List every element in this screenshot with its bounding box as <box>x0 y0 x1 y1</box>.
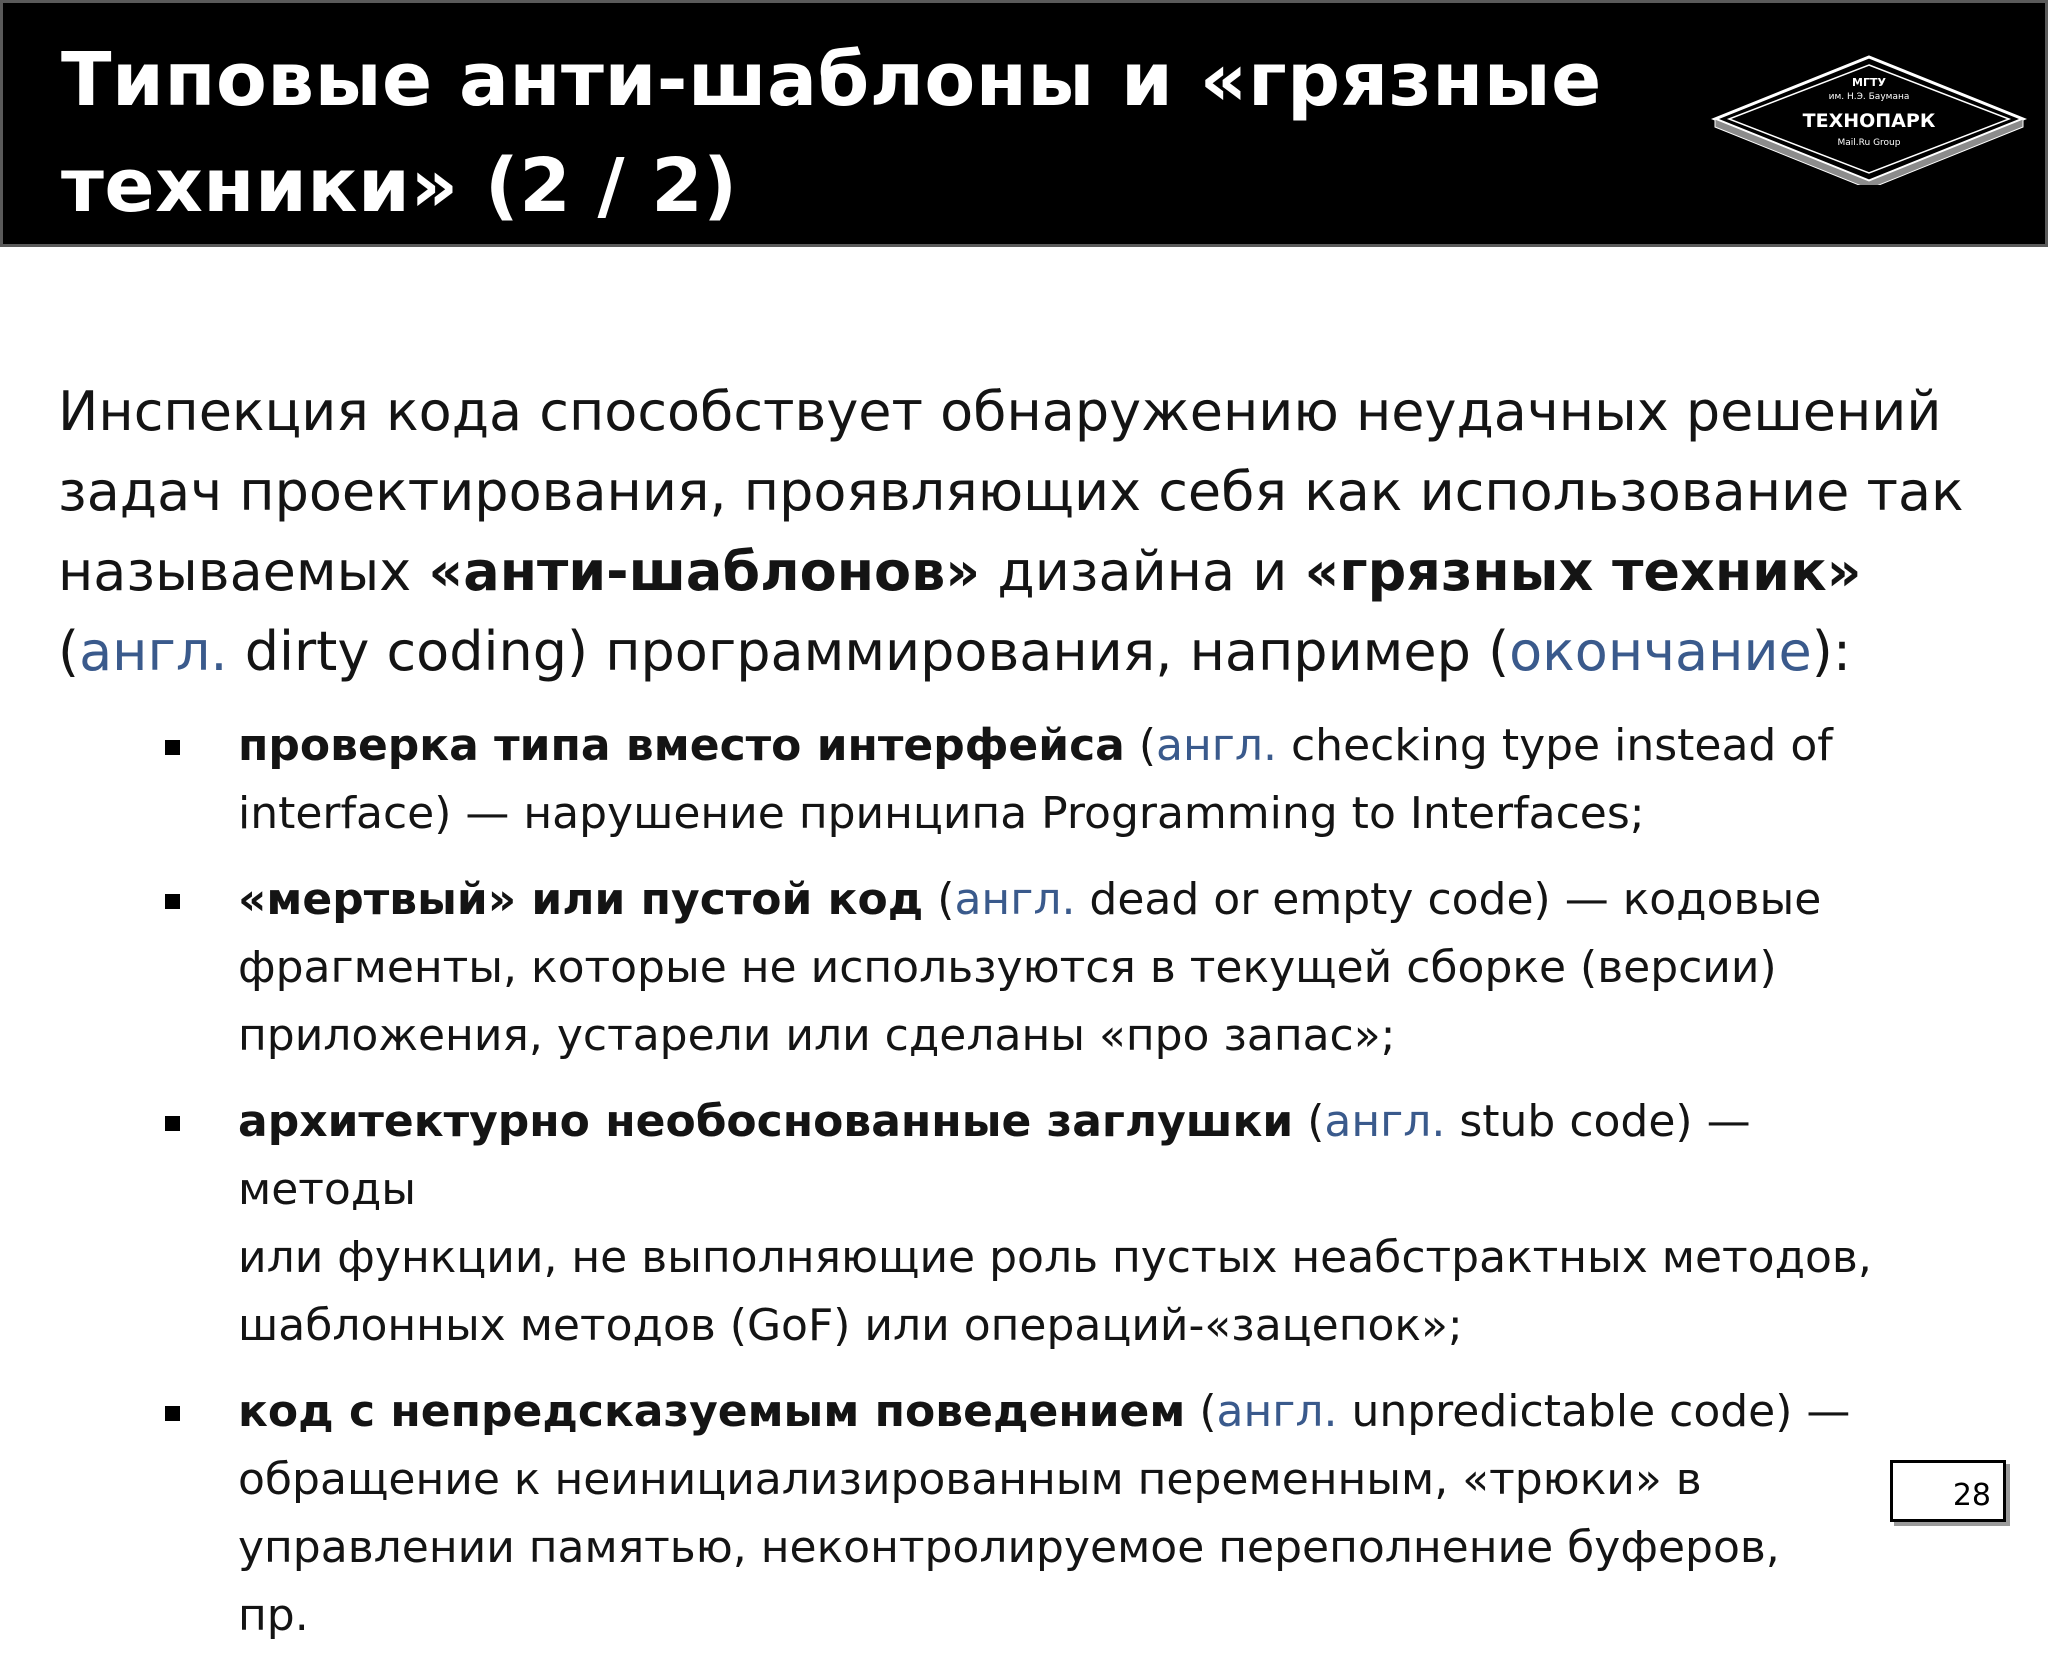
bullet-list <box>0 712 2048 1668</box>
intro-text-4: dirty coding) программирования, например ( <box>227 620 1510 683</box>
bullet-open: ( <box>1124 720 1157 771</box>
page-number-box <box>1890 1460 2006 1522</box>
bullet-open: ( <box>1293 1096 1325 1147</box>
intro-text-5: ): <box>1811 620 1852 683</box>
slide-title <box>61 27 1602 239</box>
intro-text-1: Инспекция кода способствует обнаружению неудачных решений задач проектирования, проявляющих себя как использование так называемых <box>58 380 1964 603</box>
logo-line-2: им. Н.Э. Баумана <box>1828 92 1910 102</box>
bullet-text: dead or empty code) — кодовые фрагменты, которые не используются в текущей сборке (версии) приложения, устарели или сделаны «про запас»; <box>238 874 1822 1061</box>
page-number: 28 <box>1952 1478 1991 1513</box>
bullet-square-icon <box>165 1116 180 1131</box>
intro-text-3: ( <box>58 620 80 683</box>
bullet-engl-label: англ. <box>1156 720 1277 771</box>
bullet-term: код с непредсказуемым поведением <box>238 1386 1186 1437</box>
bullet-text: stub code) — методы или функции, не выполняющие роль пустых неабстрактных методов, шаблонных методов (GoF) или операций-«зацепок»; <box>238 1096 1872 1351</box>
bullet-square-icon <box>165 1406 180 1421</box>
intro-text-2: дизайна и <box>980 540 1305 603</box>
intro-paragraph <box>58 372 2018 692</box>
bullet-engl-label: англ. <box>1216 1386 1338 1437</box>
bullet-item <box>0 712 1938 848</box>
bullet-open: ( <box>1185 1386 1217 1437</box>
title-line-2: техники» (2 / 2) <box>61 143 738 229</box>
bullet-text: checking type instead of interface) — нарушение принципа Programming to Interfaces; <box>238 720 1833 839</box>
bullet-engl-label: англ. <box>1324 1096 1446 1147</box>
bullet-item <box>0 1378 1858 1650</box>
logo-line-1: МГТУ <box>1852 76 1886 89</box>
intro-engl-label: англ. <box>79 620 228 683</box>
bullet-term: проверка типа вместо интерфейса <box>238 720 1125 771</box>
intro-bold-anti-patterns: «анти-шаблонов» <box>428 540 981 603</box>
intro-bold-dirty-techniques: «грязных техник» <box>1304 540 1862 603</box>
bullet-engl-label: англ. <box>954 874 1076 925</box>
bullet-term: «мертвый» или пустой код <box>238 874 924 925</box>
bullet-square-icon <box>165 894 180 909</box>
slide-header <box>0 0 2048 247</box>
bullet-item <box>0 866 1938 1070</box>
logo-line-4: Mail.Ru Group <box>1837 138 1901 148</box>
bullet-open: ( <box>923 874 955 925</box>
bullet-term: архитектурно необоснованные заглушки <box>238 1096 1294 1147</box>
technopark-logo <box>1711 53 2027 185</box>
bullet-item <box>0 1088 1938 1360</box>
logo-line-3: ТЕХНОПАРК <box>1802 110 1936 132</box>
title-line-1: Типовые анти-шаблоны и «грязные <box>61 37 1602 123</box>
bullet-text: unpredictable code) — обращение к неинициализированным переменным, «трюки» в управлении памятью, неконтролируемое переполнение буферов, пр. <box>238 1386 1851 1641</box>
intro-ending-label: окончание <box>1509 620 1812 683</box>
bullet-square-icon <box>165 740 180 755</box>
